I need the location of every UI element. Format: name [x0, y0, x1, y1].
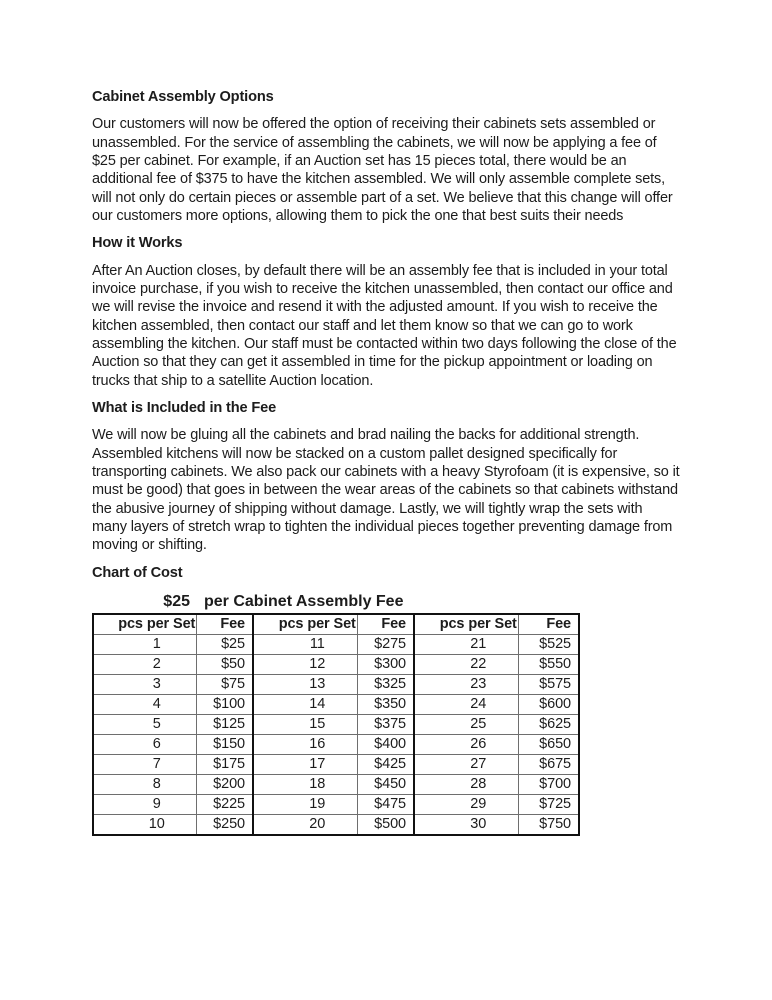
fee-cell: $175 [196, 754, 253, 774]
pcs-per-set-cell: 14 [253, 694, 357, 714]
pcs-per-set-cell: 16 [253, 734, 357, 754]
cost-table-title [92, 592, 680, 611]
fee-column-header: Fee [518, 614, 579, 635]
fee-cell: $450 [357, 774, 414, 794]
pcs-per-set-cell: 9 [93, 794, 196, 814]
cost-table-row [93, 774, 579, 794]
pcs-per-set-cell: 26 [414, 734, 518, 754]
fee-title-label: per Cabinet Assembly Fee [204, 592, 404, 610]
fee-cell: $700 [518, 774, 579, 794]
pcs-per-set-column-header: pcs per Set [414, 614, 518, 635]
pcs-per-set-cell: 29 [414, 794, 518, 814]
paragraph-what-is-included-in-the-fee: We will now be gluing all the cabinets and brad nailing the backs for additional strength. Assembled kitchens will now be stacked on a custom pallet designed specifically for transporting cabinets. We also pack our cabinets with a heavy Styrofoam (it is expensive, so it must be good) that goes in between the wear areas of the cabinets so that cabinets withstand the abusive journey of shipping without damage. Lastly, we will tightly wrap the sets with many layers of stretch wrap to tighten the individual pieces together preventing damage from moving or shifting. [92, 427, 680, 554]
fee-amount-label: $25 [163, 592, 190, 610]
fee-cell: $250 [196, 814, 253, 835]
cost-table-row [93, 754, 579, 774]
fee-cell: $725 [518, 794, 579, 814]
heading-chart-of-cost: Chart of Cost [92, 564, 183, 581]
pcs-per-set-cell: 19 [253, 794, 357, 814]
paragraph-how-it-works: After An Auction closes, by default there will be an assembly fee that is included in your total invoice purchase, if you wish to receive the kitchen unassembled, then contact our office and we will revise the invoice and resend it with the adjusted amount. If you wish to receive the kitchen assembled, then contact our staff and let them know so that we can go to work assembling the kitchen. Our staff must be contacted within two days following the close of the Auction so that they can get it assembled in time for the pickup appointment or loading on trucks that ship to a satellite Auction location. [92, 262, 677, 389]
paragraph-cabinet-assembly-options: Our customers will now be offered the option of receiving their cabinets sets assembled or unassembled. For the service of assembling the cabinets, we will now be applying a fee of $25 per cabinet. For example, if an Auction set has 15 pieces total, there would be an additional fee of $375 to have the kitchen assembled. We will only assemble complete sets, will not only do certain pieces or assemble part of a set. We believe that this change will offer our customers more options, allowing them to pick the one that best suits their needs [92, 116, 673, 224]
cost-table [92, 613, 580, 836]
fee-cell: $150 [196, 734, 253, 754]
fee-cell: $400 [357, 734, 414, 754]
pcs-per-set-cell: 8 [93, 774, 196, 794]
pcs-per-set-column-header: pcs per Set [253, 614, 357, 635]
fee-cell: $50 [196, 654, 253, 674]
pcs-per-set-cell: 5 [93, 714, 196, 734]
fee-cell: $575 [518, 674, 579, 694]
pcs-per-set-cell: 18 [253, 774, 357, 794]
pcs-per-set-cell: 3 [93, 674, 196, 694]
fee-cell: $550 [518, 654, 579, 674]
fee-cell: $750 [518, 814, 579, 835]
cost-table-row [93, 734, 579, 754]
pcs-per-set-cell: 7 [93, 754, 196, 774]
pcs-per-set-cell: 25 [414, 714, 518, 734]
fee-cell: $350 [357, 694, 414, 714]
pcs-per-set-cell: 20 [253, 814, 357, 835]
pcs-per-set-cell: 1 [93, 634, 196, 654]
heading-how-it-works: How it Works [92, 235, 183, 252]
pcs-per-set-cell: 24 [414, 694, 518, 714]
heading-what-is-included-in-the-fee: What is Included in the Fee [92, 399, 277, 416]
pcs-per-set-cell: 13 [253, 674, 357, 694]
fee-cell: $275 [357, 634, 414, 654]
pcs-per-set-cell: 11 [253, 634, 357, 654]
cost-table-row [93, 694, 579, 714]
fee-cell: $200 [196, 774, 253, 794]
cost-table-area [92, 592, 680, 836]
pcs-per-set-cell: 6 [93, 734, 196, 754]
fee-cell: $25 [196, 634, 253, 654]
fee-cell: $650 [518, 734, 579, 754]
pcs-per-set-cell: 22 [414, 654, 518, 674]
pcs-per-set-cell: 23 [414, 674, 518, 694]
cost-table-row [93, 794, 579, 814]
pcs-per-set-cell: 10 [93, 814, 196, 835]
cost-table-row [93, 634, 579, 654]
pcs-per-set-cell: 4 [93, 694, 196, 714]
pcs-per-set-cell: 2 [93, 654, 196, 674]
fee-cell: $300 [357, 654, 414, 674]
cost-table-row [93, 674, 579, 694]
fee-cell: $225 [196, 794, 253, 814]
fee-cell: $675 [518, 754, 579, 774]
fee-cell: $500 [357, 814, 414, 835]
fee-cell: $425 [357, 754, 414, 774]
fee-cell: $125 [196, 714, 253, 734]
pcs-per-set-cell: 15 [253, 714, 357, 734]
pcs-per-set-cell: 21 [414, 634, 518, 654]
pcs-per-set-cell: 27 [414, 754, 518, 774]
fee-cell: $75 [196, 674, 253, 694]
fee-cell: $100 [196, 694, 253, 714]
pcs-per-set-cell: 12 [253, 654, 357, 674]
pcs-per-set-column-header: pcs per Set [93, 614, 196, 635]
pcs-per-set-cell: 30 [414, 814, 518, 835]
fee-cell: $475 [357, 794, 414, 814]
pcs-per-set-cell: 17 [253, 754, 357, 774]
fee-cell: $525 [518, 634, 579, 654]
fee-cell: $375 [357, 714, 414, 734]
fee-cell: $625 [518, 714, 579, 734]
pcs-per-set-cell: 28 [414, 774, 518, 794]
fee-cell: $600 [518, 694, 579, 714]
fee-cell: $325 [357, 674, 414, 694]
cost-table-row [93, 654, 579, 674]
fee-column-header: Fee [357, 614, 414, 635]
heading-cabinet-assembly-options: Cabinet Assembly Options [92, 89, 274, 105]
cost-table-row [93, 714, 579, 734]
cost-table-row [93, 814, 579, 835]
fee-column-header: Fee [196, 614, 253, 635]
cost-table-header-row [93, 614, 579, 635]
